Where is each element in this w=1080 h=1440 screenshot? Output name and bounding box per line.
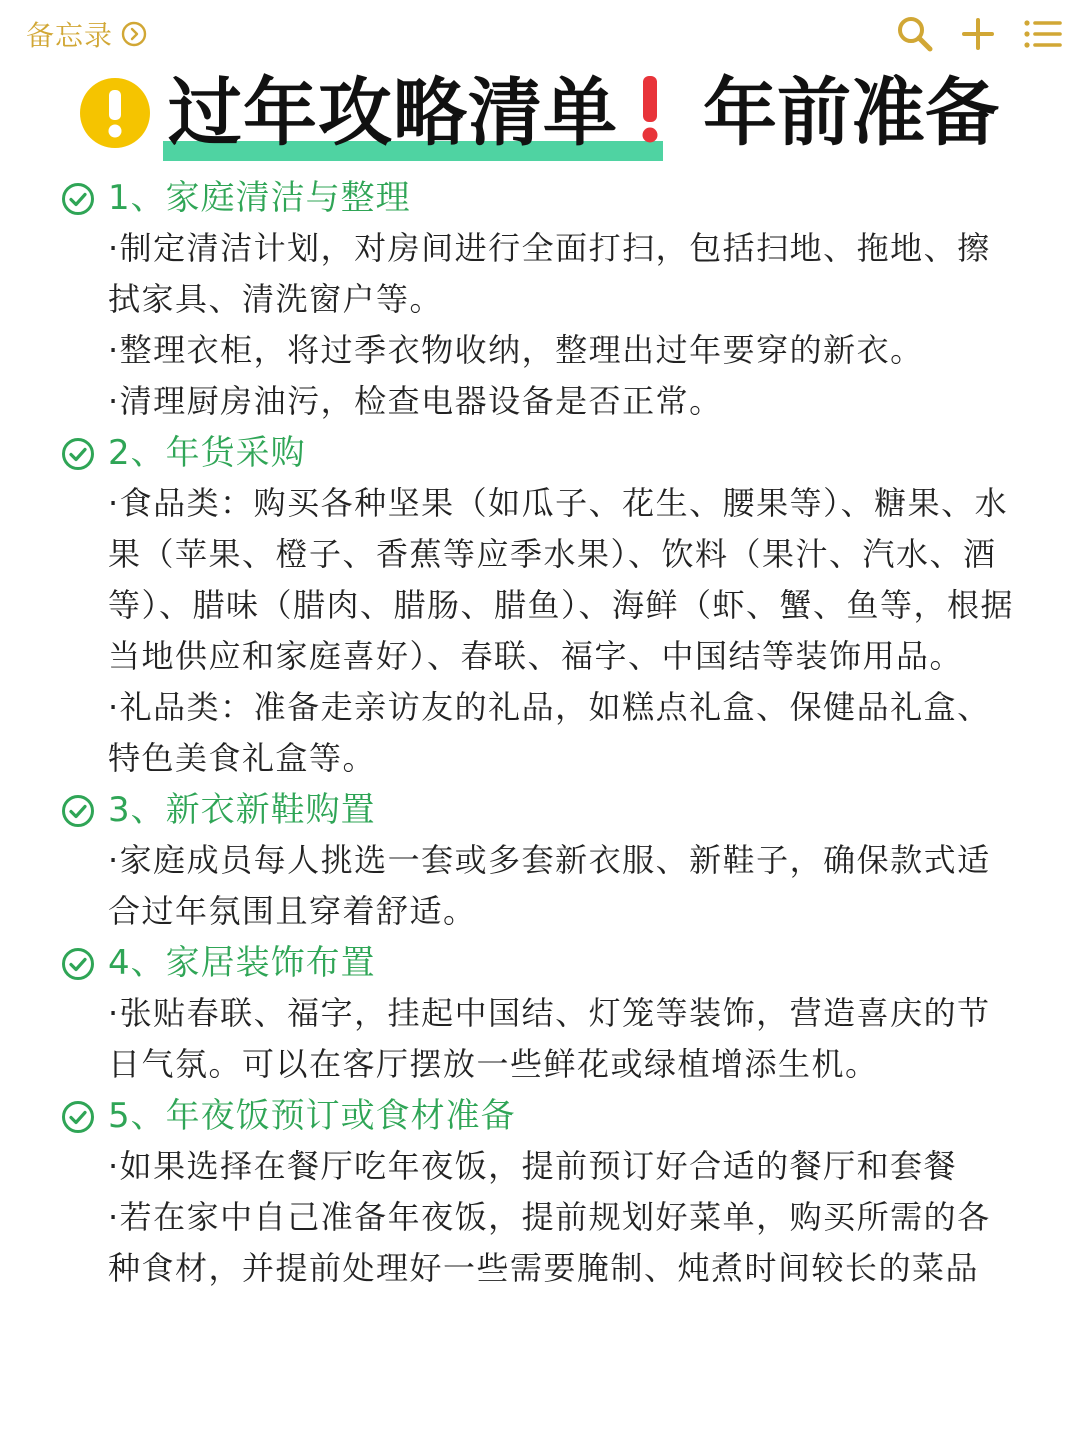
- section-title: 2、年货采购: [108, 433, 306, 473]
- back-to-notes-button[interactable]: [26, 16, 147, 52]
- check-circle-icon: [61, 437, 95, 471]
- section-new-clothes: [0, 784, 1080, 937]
- chevron-right-circle-icon: [121, 21, 147, 47]
- section-shopping: [0, 427, 1080, 784]
- section-cleaning: [0, 172, 1080, 427]
- title-part2: 年前准备: [703, 70, 999, 156]
- section-title: 3、新衣新鞋购置: [108, 790, 376, 830]
- paragraph: ·如果选择在餐厅吃年夜饭，提前预订好合适的餐厅和套餐: [108, 1147, 958, 1185]
- paragraph: ·清理厨房油污，检查电器设备是否正常。: [108, 382, 723, 420]
- paragraph: ·若在家中自己准备年夜饭，提前规划好菜单，购买所需的各种食材，并提前处理好一些需要腌制、炖煮时间较长的菜品: [108, 1198, 991, 1287]
- check-circle-icon: [61, 182, 95, 216]
- check-circle-icon: [61, 794, 95, 828]
- top-bar: [0, 0, 1080, 66]
- search-icon[interactable]: [893, 12, 937, 56]
- section-title: 1、家庭清洁与整理: [108, 178, 411, 218]
- paragraph: ·家庭成员每人挑选一套或多套新衣服、新鞋子，确保款式适合过年氛围且穿着舒适。: [108, 841, 991, 930]
- paragraph: ·礼品类：准备走亲访友的礼品，如糕点礼盒、保健品礼盒、特色美食礼盒等。: [108, 688, 991, 777]
- list-icon[interactable]: [1020, 12, 1064, 56]
- exclamation-icon: [640, 76, 660, 144]
- plus-icon[interactable]: [956, 12, 1000, 56]
- section-new-year-dinner: [0, 1090, 1080, 1294]
- check-circle-icon: [61, 947, 95, 981]
- warning-icon: [78, 76, 152, 150]
- paragraph: ·张贴春联、福字，挂起中国结、灯笼等装饰，营造喜庆的节日气氛。可以在客厅摆放一些鲜花或绿植增添生机。: [108, 994, 991, 1083]
- check-circle-icon: [61, 1100, 95, 1134]
- note-content: [0, 172, 1080, 1294]
- title-part1: 过年攻略清单: [168, 70, 618, 156]
- paragraph: ·制定清洁计划，对房间进行全面打扫，包括扫地、拖地、擦拭家具、清洗窗户等。: [108, 229, 991, 318]
- section-title: 5、年夜饭预订或食材准备: [108, 1096, 516, 1136]
- paragraph: ·整理衣柜，将过季衣物收纳，整理出过年要穿的新衣。: [108, 331, 924, 369]
- note-title: [0, 62, 1080, 172]
- paragraph: ·食品类：购买各种坚果（如瓜子、花生、腰果等）、糖果、水果（苹果、橙子、香蕉等应季水果）、饮料（果汁、汽水、酒等）、腊味（腊肉、腊肠、腊鱼）、海鲜（虾、蟹、鱼等，根据当地供应和家庭喜好）、春联、福字、中国结等装饰用品。: [108, 484, 1015, 675]
- back-label: 备忘录: [26, 19, 114, 52]
- section-title: 4、家居装饰布置: [108, 943, 376, 983]
- section-decoration: [0, 937, 1080, 1090]
